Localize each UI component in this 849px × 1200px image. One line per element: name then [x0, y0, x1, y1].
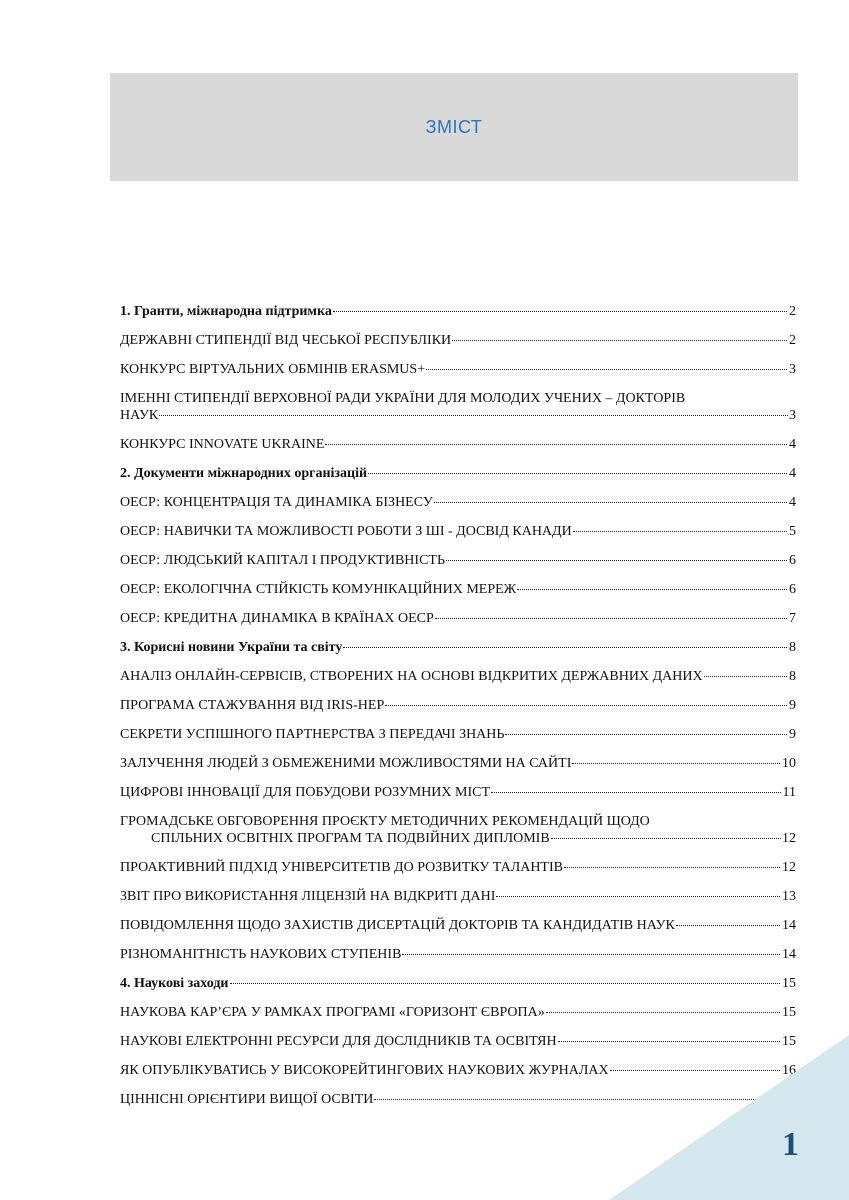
- dot-leader: [385, 705, 787, 706]
- toc-page-number: 8: [789, 669, 796, 684]
- toc-page-number: 2: [789, 333, 796, 348]
- toc-page-number: 9: [789, 727, 796, 742]
- toc-entry-title: ПРОГРАМА СТАЖУВАННЯ ВІД IRIS-HEP: [120, 698, 385, 713]
- toc-entry[interactable]: [120, 581, 796, 598]
- dot-leader: [446, 560, 787, 561]
- dot-leader: [325, 444, 787, 445]
- dot-leader: [368, 473, 787, 474]
- toc-entry-title-line1: ІМЕННІ СТИПЕНДІЇ ВЕРХОВНОЇ РАДИ УКРАЇНИ ДЛЯ МОЛОДИХ УЧЕНИХ – ДОКТОРІВ: [120, 391, 686, 406]
- toc-page-number: 16: [782, 1092, 796, 1107]
- toc-page-number: 13: [782, 889, 796, 904]
- toc-entry-title-line2: НАУК: [120, 408, 159, 423]
- dot-leader: [434, 502, 787, 503]
- toc-section-heading[interactable]: [120, 639, 796, 656]
- table-of-contents: [120, 303, 796, 1120]
- toc-page-number: 3: [789, 362, 796, 377]
- toc-page-number: 5: [789, 524, 796, 539]
- dot-leader: [435, 618, 787, 619]
- toc-entry-title: НАУКОВІ ЕЛЕКТРОННІ РЕСУРСИ ДЛЯ ДОСЛІДНИКІВ ТА ОСВІТЯН: [120, 1034, 557, 1049]
- dot-leader: [505, 734, 787, 735]
- dot-leader: [343, 647, 787, 648]
- toc-entry[interactable]: [120, 859, 796, 876]
- toc-page-number: 16: [782, 1063, 796, 1078]
- toc-entry[interactable]: [120, 332, 796, 349]
- toc-entry[interactable]: [120, 784, 796, 801]
- toc-page-number: 3: [789, 408, 796, 423]
- toc-entry-title-line1: ГРОМАДСЬКЕ ОБГОВОРЕННЯ ПРОЄКТУ МЕТОДИЧНИХ РЕКОМЕНДАЦІЙ ЩОДО: [120, 814, 650, 829]
- toc-entry-title: ЦИФРОВІ ІННОВАЦІЇ ДЛЯ ПОБУДОВИ РОЗУМНИХ МІСТ: [120, 785, 491, 800]
- toc-entry-title: ДЕРЖАВНІ СТИПЕНДІЇ ВІД ЧЕСЬКОЇ РЕСПУБЛІКИ: [120, 333, 452, 348]
- toc-entry[interactable]: [120, 726, 796, 743]
- toc-page-number: 9: [789, 698, 796, 713]
- toc-page-number: 14: [782, 947, 796, 962]
- toc-page-number: 7: [789, 611, 796, 626]
- toc-section-heading[interactable]: [120, 303, 796, 320]
- toc-entry-title: ПОВІДОМЛЕННЯ ЩОДО ЗАХИСТІВ ДИСЕРТАЦІЙ ДОКТОРІВ ТА КАНДИДАТІВ НАУК: [120, 918, 675, 933]
- toc-entry[interactable]: [120, 610, 796, 627]
- toc-entry-title: СЕКРЕТИ УСПІШНОГО ПАРТНЕРСТВА З ПЕРЕДАЧІ ЗНАНЬ: [120, 727, 505, 742]
- dot-leader: [546, 1012, 780, 1013]
- toc-section-heading[interactable]: [120, 465, 796, 482]
- toc-page-number: 15: [782, 1034, 796, 1049]
- toc-entry-title: ЯК ОПУБЛІКУВАТИСЬ У ВИСОКОРЕЙТИНГОВИХ НАУКОВИХ ЖУРНАЛАХ: [120, 1063, 609, 1078]
- toc-entry-title: ОЕСР: НАВИЧКИ ТА МОЖЛИВОСТІ РОБОТИ З ШІ - ДОСВІД КАНАДИ: [120, 524, 572, 539]
- toc-entry-title: ПРОАКТИВНИЙ ПІДХІД УНІВЕРСИТЕТІВ ДО РОЗВИТКУ ТАЛАНТІВ: [120, 860, 563, 875]
- toc-entry-title: 4. Наукові заходи: [120, 976, 229, 991]
- dot-leader: [551, 838, 781, 839]
- toc-entry[interactable]: [120, 813, 796, 847]
- toc-entry-title: АНАЛІЗ ОНЛАЙН-СЕРВІСІВ, СТВОРЕНИХ НА ОСНОВІ ВІДКРИТИХ ДЕРЖАВНИХ ДАНИХ: [120, 669, 703, 684]
- toc-entry-title: ЗАЛУЧЕННЯ ЛЮДЕЙ З ОБМЕЖЕНИМИ МОЖЛИВОСТЯМИ НА САЙТІ: [120, 756, 572, 771]
- toc-entry[interactable]: [120, 946, 796, 963]
- toc-entry[interactable]: [120, 888, 796, 905]
- toc-page-number: 8: [789, 640, 796, 655]
- toc-page-number: 12: [782, 860, 796, 875]
- dot-leader: [491, 792, 780, 793]
- toc-page-number: 4: [789, 466, 796, 481]
- dot-leader: [402, 954, 780, 955]
- toc-entry-title: ОЕСР: КОНЦЕНТРАЦІЯ ТА ДИНАМІКА БІЗНЕСУ: [120, 495, 433, 510]
- toc-entry-title-line2: СПІЛЬНИХ ОСВІТНІХ ПРОГРАМ ТА ПОДВІЙНИХ ДИПЛОМІВ: [151, 831, 550, 846]
- page-title: ЗМІСТ: [425, 116, 483, 137]
- toc-entry[interactable]: [120, 436, 796, 453]
- toc-entry-title: 3. Корисні новини України та світу: [120, 640, 343, 655]
- toc-entry-title: ОЕСР: КРЕДИТНА ДИНАМІКА В КРАЇНАХ ОЕСР: [120, 611, 434, 626]
- corner-decoration: [609, 1035, 849, 1200]
- toc-page-number: 4: [789, 495, 796, 510]
- toc-entry-title: РІЗНОМАНІТНІСТЬ НАУКОВИХ СТУПЕНІВ: [120, 947, 402, 962]
- dot-leader: [704, 676, 787, 677]
- toc-page-number: 10: [782, 756, 796, 771]
- toc-page-number: 4: [789, 437, 796, 452]
- dot-leader: [426, 369, 787, 370]
- dot-leader: [564, 867, 780, 868]
- toc-entry-title: 1. Гранти, міжнародна підтримка: [120, 304, 332, 319]
- toc-page-number: 15: [782, 976, 796, 991]
- toc-entry[interactable]: [120, 1004, 796, 1021]
- toc-entry[interactable]: [120, 755, 796, 772]
- dot-leader: [230, 983, 781, 984]
- dot-leader: [676, 925, 780, 926]
- toc-page-number: 12: [782, 831, 796, 846]
- toc-page-number: 6: [789, 553, 796, 568]
- dot-leader: [572, 763, 780, 764]
- toc-page-number: 11: [782, 785, 796, 800]
- toc-entry[interactable]: [120, 390, 796, 424]
- toc-entry-title: 2. Документи міжнародних організацій: [120, 466, 368, 481]
- toc-entry-title: ЗВІТ ПРО ВИКОРИСТАННЯ ЛІЦЕНЗІЙ НА ВІДКРИТІ ДАНІ: [120, 889, 496, 904]
- toc-entry-title: КОНКУРС ВІРТУАЛЬНИХ ОБМІНІВ ERASMUS+: [120, 362, 426, 377]
- toc-page-number: 6: [789, 582, 796, 597]
- dot-leader: [573, 531, 787, 532]
- toc-page-number: 15: [782, 1005, 796, 1020]
- toc-entry-title: ОЕСР: ЕКОЛОГІЧНА СТІЙКІСТЬ КОМУНІКАЦІЙНИХ МЕРЕЖ: [120, 582, 517, 597]
- toc-entry[interactable]: [120, 552, 796, 569]
- toc-entry[interactable]: [120, 361, 796, 378]
- toc-entry[interactable]: [120, 668, 796, 685]
- dot-leader: [496, 896, 780, 897]
- toc-entry-title: ЦІННІСНІ ОРІЄНТИРИ ВИЩОЇ ОСВІТИ: [120, 1092, 374, 1107]
- dot-leader: [333, 311, 787, 312]
- header-band: [110, 73, 798, 181]
- toc-entry[interactable]: [120, 523, 796, 540]
- toc-entry[interactable]: [120, 697, 796, 714]
- toc-entry[interactable]: [120, 494, 796, 511]
- toc-entry-title: НАУКОВА КАР’ЄРА У РАМКАХ ПРОГРАМІ «ГОРИЗОНТ ЄВРОПА»: [120, 1005, 545, 1020]
- dot-leader: [159, 415, 788, 416]
- dot-leader: [452, 340, 787, 341]
- toc-entry-title: ОЕСР: ЛЮДСЬКИЙ КАПІТАЛ І ПРОДУКТИВНІСТЬ: [120, 553, 446, 568]
- page-number: 1: [782, 1126, 799, 1163]
- toc-entry[interactable]: [120, 917, 796, 934]
- dot-leader: [517, 589, 787, 590]
- toc-entry-title: КОНКУРС INNOVATE UKRAINE: [120, 437, 325, 452]
- toc-page-number: 14: [782, 918, 796, 933]
- toc-section-heading[interactable]: [120, 975, 796, 992]
- toc-page-number: 2: [789, 304, 796, 319]
